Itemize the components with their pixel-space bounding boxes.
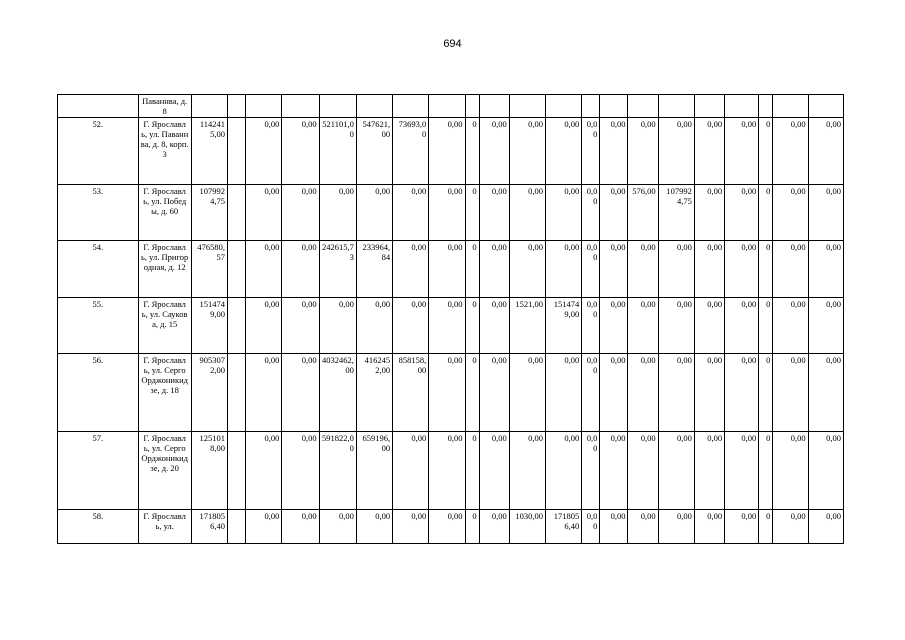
value-cell: 242615,73 <box>319 241 356 298</box>
value-cell: 0,00 <box>429 298 465 354</box>
value-cell: 0,00 <box>694 354 724 432</box>
value-cell: 0,00 <box>246 241 282 298</box>
address-cell: Г. Ярославль, ул. Саукова, д. 15 <box>138 298 191 354</box>
row-number-cell: 52. <box>58 118 139 185</box>
value-cell: 1079924,75 <box>191 185 227 241</box>
value-cell: 0,00 <box>246 510 282 544</box>
value-cell: 0,00 <box>808 432 843 510</box>
value-cell: 1718056,40 <box>545 510 581 544</box>
value-cell: 0,00 <box>808 298 843 354</box>
value-cell: 0,00 <box>509 118 545 185</box>
value-cell: 0,00 <box>725 241 759 298</box>
value-cell: 0 <box>465 185 479 241</box>
value-cell: 0 <box>465 298 479 354</box>
value-cell: 0,00 <box>808 185 843 241</box>
table-row <box>58 118 844 185</box>
value-cell: 0,00 <box>479 185 509 241</box>
value-cell: 0 <box>759 510 773 544</box>
value-cell: 0,00 <box>694 298 724 354</box>
value-cell: 0,00 <box>658 298 694 354</box>
value-cell: 1142415,00 <box>191 118 227 185</box>
value-cell: 9053072,00 <box>191 354 227 432</box>
row-number-cell: 57. <box>58 432 139 510</box>
value-cell: 0,00 <box>808 354 843 432</box>
value-cell <box>228 241 246 298</box>
value-cell: 1079924,75 <box>658 185 694 241</box>
value-cell: 0 <box>759 118 773 185</box>
value-cell: 0,00 <box>393 241 429 298</box>
value-cell: 0,00 <box>725 432 759 510</box>
value-cell: 0,00 <box>582 510 600 544</box>
address-cell: Паваннва, д. 8 <box>138 95 191 118</box>
value-cell: 0,00 <box>773 241 808 298</box>
value-cell: 0,00 <box>545 185 581 241</box>
row-number-cell: 54. <box>58 241 139 298</box>
value-cell: 4032462,00 <box>319 354 356 432</box>
value-cell: 0,00 <box>628 354 658 432</box>
value-cell: 0,00 <box>479 354 509 432</box>
value-cell: 0,00 <box>393 185 429 241</box>
value-cell: 0,00 <box>582 185 600 241</box>
value-cell: 0,00 <box>479 241 509 298</box>
address-cell: Г. Ярославль, ул. Серго Орджоникидзе, д. 18 <box>138 354 191 432</box>
value-cell: 0,00 <box>282 432 319 510</box>
value-cell: 0,00 <box>582 354 600 432</box>
value-cell <box>228 118 246 185</box>
value-cell: 0,00 <box>429 354 465 432</box>
value-cell: 0,00 <box>600 298 628 354</box>
value-cell: 0,00 <box>725 185 759 241</box>
table-row <box>58 185 844 241</box>
value-cell: 0,00 <box>356 510 392 544</box>
row-number-cell: 56. <box>58 354 139 432</box>
value-cell: 0,00 <box>658 510 694 544</box>
value-cell: 1030,00 <box>509 510 545 544</box>
value-cell: 0,00 <box>509 354 545 432</box>
value-cell: 0,00 <box>658 241 694 298</box>
value-cell: 1718056,40 <box>191 510 227 544</box>
value-cell: 0,00 <box>600 510 628 544</box>
value-cell: 0,00 <box>282 118 319 185</box>
value-cell: 0,00 <box>600 354 628 432</box>
value-cell: 0,00 <box>545 432 581 510</box>
value-cell: 0,00 <box>808 510 843 544</box>
value-cell: 0,00 <box>628 241 658 298</box>
value-cell: 858158,00 <box>393 354 429 432</box>
value-cell: 0 <box>465 354 479 432</box>
value-cell: 0,00 <box>694 241 724 298</box>
value-cell: 0 <box>759 354 773 432</box>
value-cell: 0,00 <box>479 432 509 510</box>
value-cell: 0 <box>759 432 773 510</box>
value-cell: 0 <box>465 241 479 298</box>
value-cell: 233964,84 <box>356 241 392 298</box>
value-cell: 476580,57 <box>191 241 227 298</box>
value-cell: 0,00 <box>600 432 628 510</box>
value-cell: 0,00 <box>628 432 658 510</box>
value-cell: 0,00 <box>246 298 282 354</box>
value-cell: 0,00 <box>582 298 600 354</box>
address-cell: Г. Ярославль, ул. Паваннва, д. 8, корп. 3 <box>138 118 191 185</box>
value-cell <box>228 185 246 241</box>
value-cell: 659196,00 <box>356 432 392 510</box>
value-cell: 0,00 <box>429 118 465 185</box>
value-cell: 0,00 <box>319 510 356 544</box>
value-cell: 73693,00 <box>393 118 429 185</box>
value-cell: 0,00 <box>246 185 282 241</box>
value-cell: 0,00 <box>725 118 759 185</box>
value-cell: 0,00 <box>356 298 392 354</box>
value-cell: 0,00 <box>600 185 628 241</box>
value-cell: 0,00 <box>600 118 628 185</box>
register-table <box>57 94 844 544</box>
value-cell: 0,00 <box>808 118 843 185</box>
address-cell: Г. Ярославль, ул. Пригородная, д. 12 <box>138 241 191 298</box>
value-cell: 1521,00 <box>509 298 545 354</box>
value-cell: 0,00 <box>429 432 465 510</box>
value-cell: 0,00 <box>582 241 600 298</box>
value-cell: 0,00 <box>479 118 509 185</box>
value-cell: 0,00 <box>479 510 509 544</box>
value-cell: 0,00 <box>282 298 319 354</box>
address-cell: Г. Ярославль, ул. Серго Орджоникидзе, д. 20 <box>138 432 191 510</box>
value-cell: 0,00 <box>429 185 465 241</box>
row-number-cell: 55. <box>58 298 139 354</box>
value-cell: 0,00 <box>725 510 759 544</box>
value-cell: 0,00 <box>319 298 356 354</box>
value-cell: 0,00 <box>246 432 282 510</box>
table-row <box>58 432 844 510</box>
value-cell: 0 <box>759 241 773 298</box>
row-number-cell <box>58 95 139 118</box>
value-cell: 0,00 <box>282 510 319 544</box>
value-cell: 0,00 <box>282 185 319 241</box>
value-cell: 0,00 <box>393 298 429 354</box>
value-cell: 0,00 <box>582 432 600 510</box>
value-cell: 0,00 <box>773 298 808 354</box>
value-cell: 576,00 <box>628 185 658 241</box>
value-cell: 591822,00 <box>319 432 356 510</box>
value-cell: 0,00 <box>545 118 581 185</box>
page-number: 694 <box>443 38 462 50</box>
value-cell: 0,00 <box>356 185 392 241</box>
value-cell: 0 <box>759 185 773 241</box>
value-cell: 0,00 <box>628 298 658 354</box>
value-cell: 0 <box>465 432 479 510</box>
value-cell: 0,00 <box>773 432 808 510</box>
value-cell: 0,00 <box>694 118 724 185</box>
value-cell: 547621,00 <box>356 118 392 185</box>
value-cell: 0,00 <box>694 432 724 510</box>
value-cell: 0,00 <box>509 185 545 241</box>
value-cell: 0,00 <box>694 510 724 544</box>
value-cell: 0 <box>465 118 479 185</box>
value-cell: 0,00 <box>658 118 694 185</box>
table-row <box>58 95 844 118</box>
value-cell: 0,00 <box>694 185 724 241</box>
value-cell: 0,00 <box>725 298 759 354</box>
value-cell: 4162452,00 <box>356 354 392 432</box>
value-cell <box>228 354 246 432</box>
table-row <box>58 298 844 354</box>
value-cell: 0,00 <box>808 241 843 298</box>
value-cell: 0,00 <box>246 354 282 432</box>
value-cell: 0,00 <box>773 185 808 241</box>
value-cell <box>228 298 246 354</box>
value-cell: 0,00 <box>658 432 694 510</box>
value-cell: 0,00 <box>545 241 581 298</box>
value-cell: 0,00 <box>773 118 808 185</box>
value-cell: 0,00 <box>429 510 465 544</box>
value-cell: 0,00 <box>282 241 319 298</box>
value-cell: 0,00 <box>393 510 429 544</box>
value-cell: 0,00 <box>600 241 628 298</box>
value-cell: 0,00 <box>545 354 581 432</box>
value-cell: 0,00 <box>509 432 545 510</box>
value-cell: 1514749,00 <box>545 298 581 354</box>
value-cell: 0,00 <box>628 510 658 544</box>
value-cell <box>228 432 246 510</box>
value-cell: 1251018,00 <box>191 432 227 510</box>
value-cell: 0,00 <box>479 298 509 354</box>
value-cell: 0,00 <box>725 354 759 432</box>
value-cell: 0,00 <box>582 118 600 185</box>
address-cell: Г. Ярославль, ул. <box>138 510 191 544</box>
value-cell: 0,00 <box>246 118 282 185</box>
value-cell: 0,00 <box>282 354 319 432</box>
table-body <box>58 95 844 544</box>
value-cell: 0,00 <box>429 241 465 298</box>
value-cell: 0,00 <box>628 118 658 185</box>
value-cell: 0 <box>465 510 479 544</box>
table-row <box>58 241 844 298</box>
row-number-cell: 58. <box>58 510 139 544</box>
value-cell: 0,00 <box>509 241 545 298</box>
table-row <box>58 510 844 544</box>
value-cell <box>228 510 246 544</box>
value-cell: 0 <box>759 298 773 354</box>
value-cell: 0,00 <box>773 354 808 432</box>
table-row <box>58 354 844 432</box>
row-number-cell: 53. <box>58 185 139 241</box>
value-cell: 0,00 <box>773 510 808 544</box>
value-cell: 0,00 <box>319 185 356 241</box>
value-cell: 521101,00 <box>319 118 356 185</box>
value-cell: 0,00 <box>658 354 694 432</box>
address-cell: Г. Ярославль, ул. Победы, д. 60 <box>138 185 191 241</box>
value-cell: 0,00 <box>393 432 429 510</box>
value-cell: 1514749,00 <box>191 298 227 354</box>
